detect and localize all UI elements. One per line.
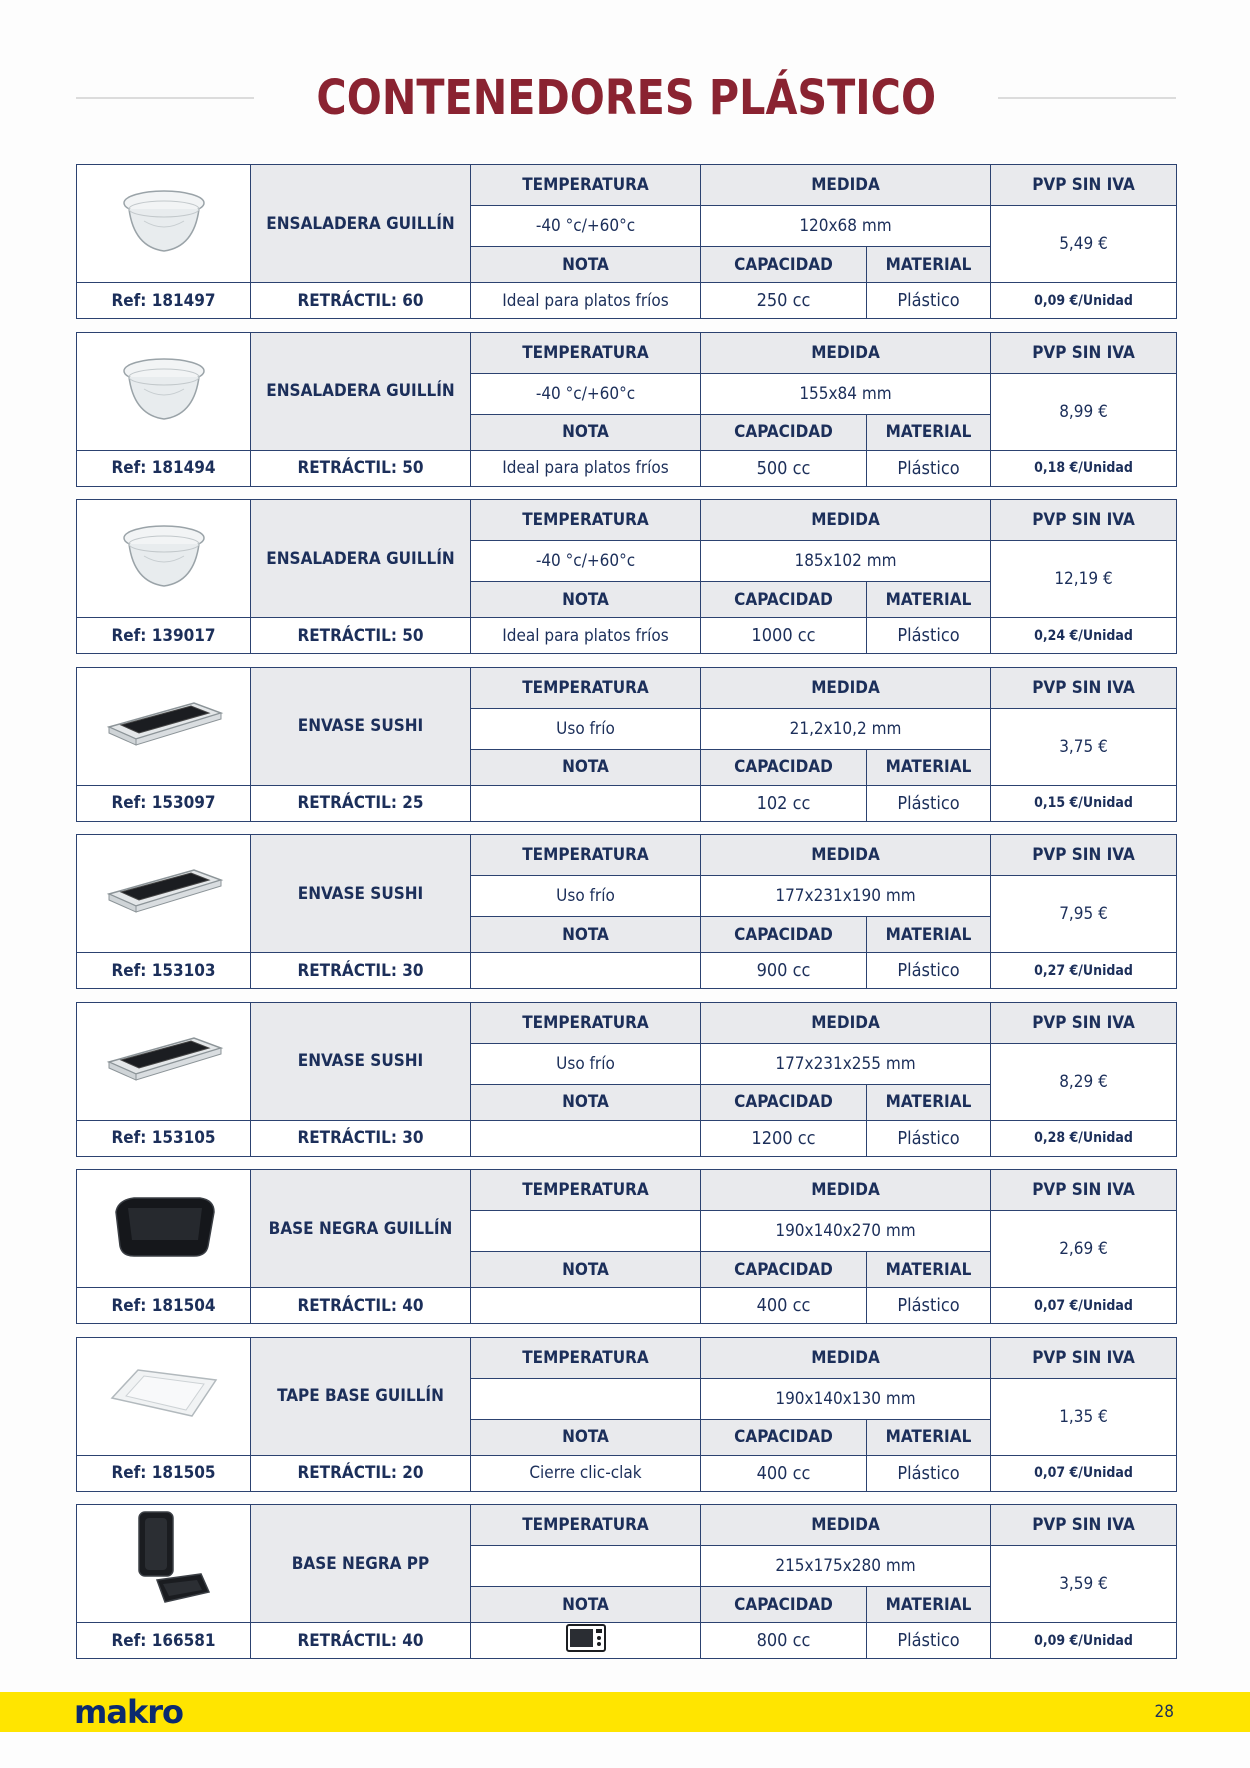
price-label: PVP SIN IVA — [991, 1170, 1177, 1211]
product-card — [76, 834, 1176, 984]
note-value — [471, 1455, 701, 1491]
capacity-value: 1000 cc — [701, 618, 867, 654]
product-ref: Ref: 153097 — [77, 785, 251, 821]
product-name: ENVASE SUSHI — [251, 835, 471, 953]
capacity-value: 500 cc — [701, 450, 867, 486]
product-image — [77, 500, 251, 618]
product-name: ENVASE SUSHI — [251, 667, 471, 785]
temperature-label: TEMPERATURA — [471, 835, 701, 876]
note-label: NOTA — [471, 247, 701, 283]
capacity-value: 900 cc — [701, 953, 867, 989]
capacity-value: 800 cc — [701, 1623, 867, 1659]
temperature-value: Uso frío — [471, 1043, 701, 1084]
temperature-value — [471, 1546, 701, 1587]
capacity-value: 400 cc — [701, 1288, 867, 1324]
page-number: 28 — [1154, 1702, 1174, 1722]
product-spec-table — [76, 1169, 1177, 1324]
note-text: Ideal para platos fríos — [502, 458, 669, 478]
product-ref: Ref: 153105 — [77, 1120, 251, 1156]
note-value — [471, 618, 701, 654]
product-spec-table — [76, 499, 1177, 654]
pack-quantity: RETRÁCTIL: 40 — [251, 1288, 471, 1324]
product-image — [77, 1337, 251, 1455]
price-label: PVP SIN IVA — [991, 332, 1177, 373]
product-spec-table — [76, 834, 1177, 989]
pack-quantity: RETRÁCTIL: 25 — [251, 785, 471, 821]
product-ref: Ref: 153103 — [77, 953, 251, 989]
price-value: 7,95 € — [991, 876, 1177, 953]
unit-price: 0,07 €/Unidad — [991, 1455, 1177, 1491]
unit-price: 0,27 €/Unidad — [991, 953, 1177, 989]
unit-price: 0,15 €/Unidad — [991, 785, 1177, 821]
salad-bowl-icon — [77, 516, 250, 601]
price-value: 8,29 € — [991, 1043, 1177, 1120]
size-label: MEDIDA — [701, 1337, 991, 1378]
capacity-label: CAPACIDAD — [701, 1419, 867, 1455]
title-rule-left — [76, 97, 254, 99]
price-value: 2,69 € — [991, 1211, 1177, 1288]
price-value: 12,19 € — [991, 541, 1177, 618]
size-value: 185x102 mm — [701, 541, 991, 582]
material-label: MATERIAL — [867, 917, 991, 953]
pack-quantity: RETRÁCTIL: 20 — [251, 1455, 471, 1491]
note-label: NOTA — [471, 582, 701, 618]
material-value: Plástico — [867, 618, 991, 654]
product-list — [76, 164, 1176, 1672]
note-value — [471, 1120, 701, 1156]
size-value: 190x140x270 mm — [701, 1211, 991, 1252]
size-label: MEDIDA — [701, 667, 991, 708]
note-value — [471, 1288, 701, 1324]
material-value: Plástico — [867, 1455, 991, 1491]
price-label: PVP SIN IVA — [991, 165, 1177, 206]
price-value: 3,59 € — [991, 1546, 1177, 1623]
temperature-value: -40 °c/+60°c — [471, 206, 701, 247]
size-label: MEDIDA — [701, 835, 991, 876]
material-label: MATERIAL — [867, 582, 991, 618]
size-value: 21,2x10,2 mm — [701, 708, 991, 749]
title-rule-right — [998, 97, 1176, 99]
size-label: MEDIDA — [701, 1170, 991, 1211]
product-name: BASE NEGRA PP — [251, 1505, 471, 1623]
material-value: Plástico — [867, 1288, 991, 1324]
capacity-label: CAPACIDAD — [701, 1252, 867, 1288]
size-value: 190x140x130 mm — [701, 1378, 991, 1419]
temperature-label: TEMPERATURA — [471, 1337, 701, 1378]
material-value: Plástico — [867, 450, 991, 486]
price-label: PVP SIN IVA — [991, 1002, 1177, 1043]
size-value: 215x175x280 mm — [701, 1546, 991, 1587]
size-value: 120x68 mm — [701, 206, 991, 247]
pack-quantity: RETRÁCTIL: 50 — [251, 618, 471, 654]
capacity-label: CAPACIDAD — [701, 247, 867, 283]
price-label: PVP SIN IVA — [991, 1505, 1177, 1546]
unit-price: 0,07 €/Unidad — [991, 1288, 1177, 1324]
size-label: MEDIDA — [701, 500, 991, 541]
product-name: ENSALADERA GUILLÍN — [251, 500, 471, 618]
unit-price: 0,28 €/Unidad — [991, 1120, 1177, 1156]
product-card — [76, 164, 1176, 314]
capacity-value: 102 cc — [701, 785, 867, 821]
material-label: MATERIAL — [867, 1587, 991, 1623]
product-image — [77, 1170, 251, 1288]
temperature-label: TEMPERATURA — [471, 1002, 701, 1043]
temperature-label: TEMPERATURA — [471, 1170, 701, 1211]
sushi-tray-icon — [77, 856, 250, 931]
capacity-label: CAPACIDAD — [701, 917, 867, 953]
product-spec-table — [76, 332, 1177, 487]
product-spec-table — [76, 1002, 1177, 1157]
temperature-value: -40 °c/+60°c — [471, 373, 701, 414]
note-text: Ideal para platos fríos — [502, 625, 669, 646]
product-image — [77, 835, 251, 953]
unit-price: 0,18 €/Unidad — [991, 450, 1177, 486]
temperature-value — [471, 1378, 701, 1419]
note-text: Cierre clic-clak — [529, 1463, 642, 1483]
product-ref: Ref: 181504 — [77, 1288, 251, 1324]
black-pp-base-icon — [77, 1506, 250, 1621]
page-header — [76, 62, 1176, 134]
product-image — [77, 1505, 251, 1623]
capacity-value: 1200 cc — [701, 1120, 867, 1156]
product-ref: Ref: 166581 — [77, 1623, 251, 1659]
price-value: 8,99 € — [991, 373, 1177, 450]
sushi-tray-icon — [77, 689, 250, 764]
size-label: MEDIDA — [701, 332, 991, 373]
product-card — [76, 667, 1176, 817]
temperature-value: Uso frío — [471, 876, 701, 917]
price-value: 5,49 € — [991, 206, 1177, 283]
product-spec-table — [76, 1337, 1177, 1492]
temperature-label: TEMPERATURA — [471, 500, 701, 541]
material-label: MATERIAL — [867, 414, 991, 450]
product-card — [76, 332, 1176, 482]
product-spec-table — [76, 667, 1177, 822]
sushi-tray-icon — [77, 1024, 250, 1099]
note-text: Ideal para platos fríos — [502, 290, 669, 311]
size-label: MEDIDA — [701, 1002, 991, 1043]
product-image — [77, 667, 251, 785]
capacity-value: 400 cc — [701, 1455, 867, 1491]
product-spec-table — [76, 1504, 1177, 1659]
product-image — [77, 165, 251, 283]
note-value — [471, 450, 701, 486]
product-name: BASE NEGRA GUILLÍN — [251, 1170, 471, 1288]
black-base-icon — [77, 1186, 250, 1271]
material-value: Plástico — [867, 283, 991, 319]
product-ref: Ref: 181505 — [77, 1455, 251, 1491]
brand-logo: makro — [74, 1693, 183, 1731]
capacity-value: 250 cc — [701, 283, 867, 319]
unit-price: 0,09 €/Unidad — [991, 1623, 1177, 1659]
size-value: 155x84 mm — [701, 373, 991, 414]
temperature-value — [471, 1211, 701, 1252]
clear-lid-icon — [77, 1354, 250, 1439]
note-value — [471, 283, 701, 319]
product-card — [76, 499, 1176, 649]
page-title: CONTENEDORES PLÁSTICO — [316, 70, 936, 126]
size-value: 177x231x190 mm — [701, 876, 991, 917]
material-label: MATERIAL — [867, 1252, 991, 1288]
note-label: NOTA — [471, 749, 701, 785]
product-image — [77, 332, 251, 450]
note-label: NOTA — [471, 1252, 701, 1288]
note-label: NOTA — [471, 1084, 701, 1120]
salad-bowl-icon — [77, 349, 250, 434]
material-value: Plástico — [867, 1623, 991, 1659]
price-label: PVP SIN IVA — [991, 500, 1177, 541]
product-spec-table — [76, 164, 1177, 319]
temperature-label: TEMPERATURA — [471, 667, 701, 708]
note-value — [471, 785, 701, 821]
note-value — [471, 1623, 701, 1659]
product-image — [77, 1002, 251, 1120]
salad-bowl-icon — [77, 181, 250, 266]
price-label: PVP SIN IVA — [991, 1337, 1177, 1378]
temperature-label: TEMPERATURA — [471, 1505, 701, 1546]
pack-quantity: RETRÁCTIL: 40 — [251, 1623, 471, 1659]
product-name: ENSALADERA GUILLÍN — [251, 332, 471, 450]
product-name: ENSALADERA GUILLÍN — [251, 165, 471, 283]
material-value: Plástico — [867, 1120, 991, 1156]
material-value: Plástico — [867, 953, 991, 989]
note-value — [471, 953, 701, 989]
size-label: MEDIDA — [701, 165, 991, 206]
product-card — [76, 1337, 1176, 1487]
product-ref: Ref: 139017 — [77, 618, 251, 654]
note-label: NOTA — [471, 1587, 701, 1623]
product-name: ENVASE SUSHI — [251, 1002, 471, 1120]
temperature-label: TEMPERATURA — [471, 332, 701, 373]
capacity-label: CAPACIDAD — [701, 1587, 867, 1623]
material-value: Plástico — [867, 785, 991, 821]
price-value: 3,75 € — [991, 708, 1177, 785]
pack-quantity: RETRÁCTIL: 30 — [251, 1120, 471, 1156]
note-label: NOTA — [471, 414, 701, 450]
material-label: MATERIAL — [867, 1084, 991, 1120]
price-label: PVP SIN IVA — [991, 835, 1177, 876]
product-ref: Ref: 181494 — [77, 450, 251, 486]
pack-quantity: RETRÁCTIL: 30 — [251, 953, 471, 989]
temperature-value: -40 °c/+60°c — [471, 541, 701, 582]
capacity-label: CAPACIDAD — [701, 749, 867, 785]
unit-price: 0,24 €/Unidad — [991, 618, 1177, 654]
product-name: TAPE BASE GUILLÍN — [251, 1337, 471, 1455]
temperature-value: Uso frío — [471, 708, 701, 749]
unit-price: 0,09 €/Unidad — [991, 283, 1177, 319]
capacity-label: CAPACIDAD — [701, 1084, 867, 1120]
pack-quantity: RETRÁCTIL: 60 — [251, 283, 471, 319]
temperature-label: TEMPERATURA — [471, 165, 701, 206]
product-card — [76, 1504, 1176, 1654]
material-label: MATERIAL — [867, 1419, 991, 1455]
capacity-label: CAPACIDAD — [701, 414, 867, 450]
product-card — [76, 1002, 1176, 1152]
material-label: MATERIAL — [867, 749, 991, 785]
product-ref: Ref: 181497 — [77, 283, 251, 319]
size-label: MEDIDA — [701, 1505, 991, 1546]
size-value: 177x231x255 mm — [701, 1043, 991, 1084]
note-label: NOTA — [471, 917, 701, 953]
capacity-label: CAPACIDAD — [701, 582, 867, 618]
microwave-icon — [566, 1624, 606, 1657]
material-label: MATERIAL — [867, 247, 991, 283]
price-value: 1,35 € — [991, 1378, 1177, 1455]
note-label: NOTA — [471, 1419, 701, 1455]
pack-quantity: RETRÁCTIL: 50 — [251, 450, 471, 486]
footer-bar — [0, 1692, 1250, 1732]
product-card — [76, 1169, 1176, 1319]
price-label: PVP SIN IVA — [991, 667, 1177, 708]
